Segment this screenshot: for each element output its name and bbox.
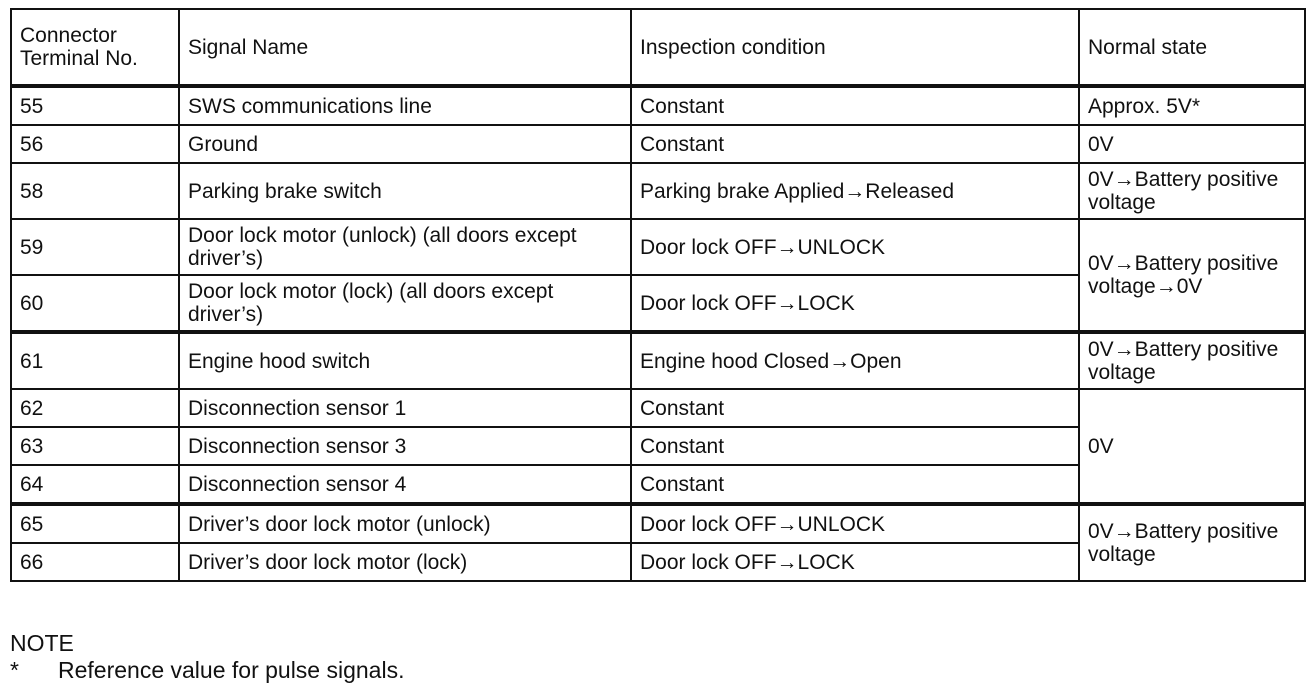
note-marker: * (10, 657, 19, 683)
condition-cell: Constant (631, 465, 1079, 504)
terminal-cell: 66 (11, 543, 179, 581)
header-row (11, 9, 1305, 86)
note-block (10, 630, 404, 684)
terminal-cell: 64 (11, 465, 179, 504)
condition-cell: Door lock OFF→LOCK (631, 275, 1079, 332)
terminal-cell: 61 (11, 332, 179, 389)
terminal-cell: 58 (11, 163, 179, 219)
state-cell: 0V (1079, 389, 1305, 504)
condition-cell: Constant (631, 125, 1079, 163)
signal-cell: Ground (179, 125, 631, 163)
signal-cell: Parking brake switch (179, 163, 631, 219)
header-inspection-condition: Inspection condition (631, 9, 1079, 86)
condition-cell: Door lock OFF→LOCK (631, 543, 1079, 581)
condition-cell: Constant (631, 427, 1079, 465)
signal-cell: SWS communications line (179, 86, 631, 125)
signal-cell: Disconnection sensor 4 (179, 465, 631, 504)
condition-cell: Door lock OFF→UNLOCK (631, 504, 1079, 543)
signal-cell: Disconnection sensor 1 (179, 389, 631, 427)
connector-terminal-table (10, 8, 1306, 582)
signal-cell: Engine hood switch (179, 332, 631, 389)
header-normal-state: Normal state (1079, 9, 1305, 86)
signal-cell: Driver’s door lock motor (lock) (179, 543, 631, 581)
signal-cell: Door lock motor (unlock) (all doors except driver’s) (179, 219, 631, 275)
state-cell: 0V→Battery positive voltage (1079, 332, 1305, 389)
terminal-cell: 55 (11, 86, 179, 125)
signal-cell: Disconnection sensor 3 (179, 427, 631, 465)
table-row (11, 125, 1305, 163)
terminal-cell: 65 (11, 504, 179, 543)
note-heading: NOTE (10, 630, 74, 656)
terminal-cell: 62 (11, 389, 179, 427)
note-line (10, 657, 404, 684)
note-text: Reference value for pulse signals. (58, 657, 405, 683)
header-terminal: Connector Terminal No. (11, 9, 179, 86)
table-row (11, 332, 1305, 389)
state-cell: 0V→Battery positive voltage→0V (1079, 219, 1305, 332)
table-row (11, 163, 1305, 219)
table-row (11, 86, 1305, 125)
table-row (11, 504, 1305, 543)
signal-cell: Driver’s door lock motor (unlock) (179, 504, 631, 543)
condition-cell: Parking brake Applied→Released (631, 163, 1079, 219)
header-signal-name: Signal Name (179, 9, 631, 86)
terminal-cell: 56 (11, 125, 179, 163)
table-row (11, 389, 1305, 427)
terminal-cell: 63 (11, 427, 179, 465)
state-cell: 0V (1079, 125, 1305, 163)
terminal-cell: 60 (11, 275, 179, 332)
terminal-cell: 59 (11, 219, 179, 275)
condition-cell: Constant (631, 389, 1079, 427)
signal-cell: Door lock motor (lock) (all doors except driver’s) (179, 275, 631, 332)
state-cell: 0V→Battery positive voltage (1079, 504, 1305, 581)
condition-cell: Engine hood Closed→Open (631, 332, 1079, 389)
condition-cell: Constant (631, 86, 1079, 125)
condition-cell: Door lock OFF→UNLOCK (631, 219, 1079, 275)
state-cell: 0V→Battery positive voltage (1079, 163, 1305, 219)
table-row (11, 219, 1305, 275)
state-cell: Approx. 5V* (1079, 86, 1305, 125)
